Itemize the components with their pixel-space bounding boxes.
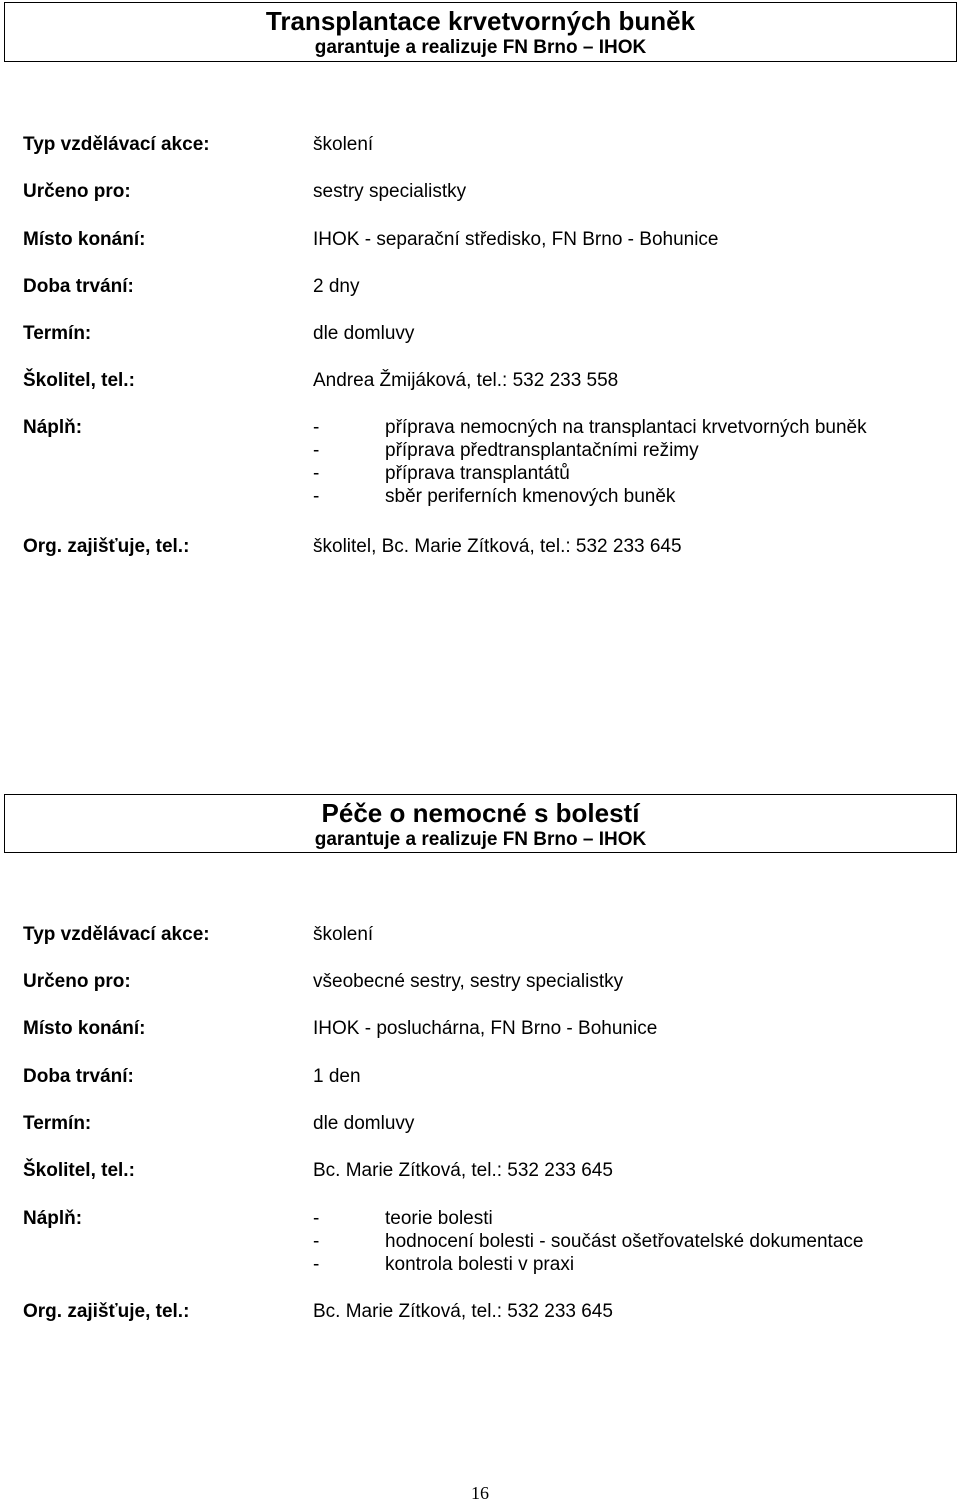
for-label: Určeno pro:	[23, 971, 131, 992]
org-value: Bc. Marie Zítková, tel.: 532 233 645	[313, 1301, 613, 1322]
section-2-content-list	[313, 1207, 863, 1276]
duration-label: Doba trvání:	[23, 1066, 134, 1087]
list-item-text: kontrola bolesti v praxi	[385, 1254, 575, 1275]
for-label: Určeno pro:	[23, 181, 131, 202]
section-1-content-list	[313, 416, 867, 508]
term-value: dle domluvy	[313, 1113, 415, 1134]
term-value: dle domluvy	[313, 323, 415, 344]
bullet-dash: -	[313, 486, 320, 507]
type-label: Typ vzdělávací akce:	[23, 924, 210, 945]
duration-label: Doba trvání:	[23, 276, 134, 297]
section-2-title: Péče o nemocné s bolestí	[321, 798, 640, 828]
section-1-header	[4, 2, 957, 62]
list-item	[313, 485, 867, 508]
trainer-label: Školitel, tel.:	[23, 370, 135, 391]
list-item-text: příprava transplantátů	[385, 463, 570, 484]
term-label: Termín:	[23, 323, 92, 344]
org-label: Org. zajišťuje, tel.:	[23, 1301, 190, 1322]
bullet-dash: -	[313, 417, 320, 438]
duration-value: 1 den	[313, 1066, 361, 1087]
trainer-value: Andrea Žmijáková, tel.: 532 233 558	[313, 370, 619, 391]
list-item	[313, 1230, 863, 1253]
content-label: Náplň:	[23, 417, 83, 438]
for-value: sestry specialistky	[313, 181, 467, 202]
section-1-title: Transplantace krvetvorných buněk	[265, 6, 696, 36]
list-item	[313, 416, 867, 439]
type-value: školení	[313, 134, 374, 155]
bullet-dash: -	[313, 463, 320, 484]
type-value: školení	[313, 924, 374, 945]
bullet-dash: -	[313, 1254, 320, 1275]
place-label: Místo konání:	[23, 229, 146, 250]
list-item-text: sběr periferních kmenových buněk	[385, 486, 676, 507]
place-value: IHOK - posluchárna, FN Brno - Bohunice	[313, 1018, 658, 1039]
list-item-text: příprava nemocných na transplantaci krvetvorných buněk	[385, 417, 867, 438]
section-1-subtitle: garantuje a realizuje FN Brno – IHOK	[314, 37, 647, 58]
trainer-value: Bc. Marie Zítková, tel.: 532 233 645	[313, 1160, 613, 1181]
list-item	[313, 462, 867, 485]
page-number: 16	[471, 1483, 489, 1503]
bullet-dash: -	[313, 1231, 320, 1252]
term-label: Termín:	[23, 1113, 92, 1134]
section-2-subtitle: garantuje a realizuje FN Brno – IHOK	[314, 829, 647, 850]
type-label: Typ vzdělávací akce:	[23, 134, 210, 155]
list-item	[313, 1253, 863, 1276]
trainer-label: Školitel, tel.:	[23, 1160, 135, 1181]
list-item-text: hodnocení bolesti - součást ošetřovatelské dokumentace	[385, 1231, 864, 1252]
content-label: Náplň:	[23, 1208, 83, 1229]
list-item	[313, 439, 867, 462]
org-value: školitel, Bc. Marie Zítková, tel.: 532 233 645	[313, 536, 682, 557]
list-item-text: příprava předtransplantačními režimy	[385, 440, 699, 461]
for-value: všeobecné sestry, sestry specialistky	[313, 971, 624, 992]
place-value: IHOK - separační středisko, FN Brno - Bohunice	[313, 229, 719, 250]
list-item-text: teorie bolesti	[385, 1208, 493, 1229]
bullet-dash: -	[313, 440, 320, 461]
org-label: Org. zajišťuje, tel.:	[23, 536, 190, 557]
section-2-header	[4, 794, 957, 853]
bullet-dash: -	[313, 1208, 320, 1229]
place-label: Místo konání:	[23, 1018, 146, 1039]
list-item	[313, 1207, 863, 1230]
duration-value: 2 dny	[313, 276, 360, 297]
